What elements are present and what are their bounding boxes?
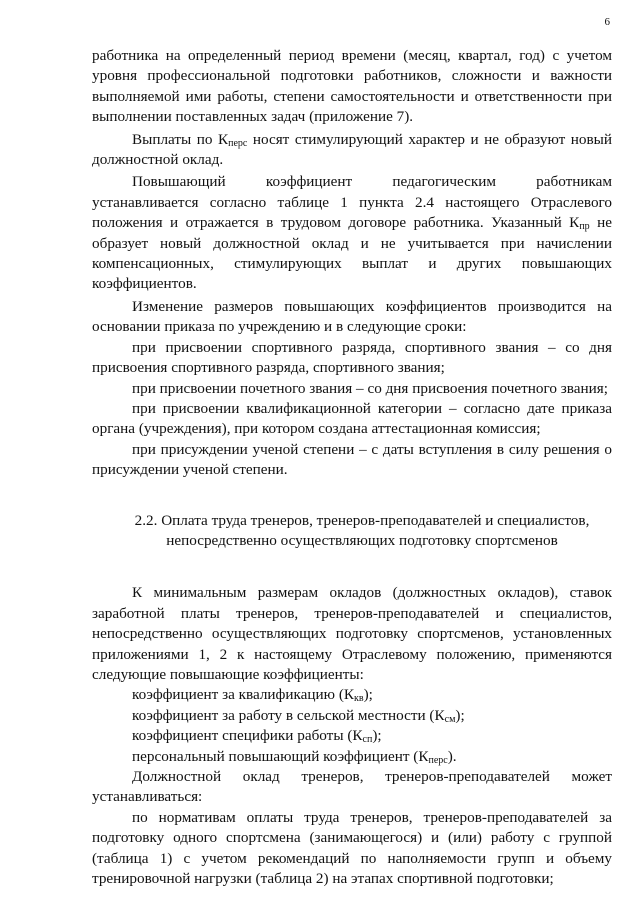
text-fragment: ); <box>455 706 465 724</box>
list-item: при присвоении спортивного разряда, спортивного звания – со дня присвоения спортивного разряда, спортивного звания; <box>92 338 612 377</box>
paragraph <box>92 172 612 294</box>
list-item: при присуждении ученой степени – с даты вступления в силу решения о присуждении ученой степени. <box>92 440 612 479</box>
subscript: сп <box>362 734 373 746</box>
subscript: перс <box>228 137 248 149</box>
text-fragment: коэффициент специфики работы (К <box>132 727 363 745</box>
subscript: кв <box>354 693 364 705</box>
text-fragment: ). <box>447 747 457 765</box>
page-number: 6 <box>604 16 610 28</box>
list-item <box>92 726 612 746</box>
subscript: перс <box>428 754 448 766</box>
paragraph: работника на определенный период времени (месяц, квартал, год) с учетом уровня профессиональной подготовки работников, сложности и важности выполняемой ими работы, степени самостоятельности и ответственности при выполнении поставленных задач (приложение 7). <box>92 47 612 126</box>
paragraph <box>92 130 612 171</box>
subscript: см <box>444 713 456 725</box>
section-heading-line: 2.2. Оплата труда тренеров, тренеров-преподавателей и специалистов, <box>134 511 590 529</box>
text-fragment: Повышающий коэффициент педагогическим работникам устанавливается согласно таблице 1 пункта 2.4 настоящего Отраслевого положения и отражается в трудовом договоре работника. Указанный К <box>92 173 612 232</box>
text-fragment: коэффициент за работу в сельской местности (К <box>132 706 445 724</box>
list-item <box>92 747 612 767</box>
list-item <box>92 685 612 705</box>
list-item <box>92 706 612 726</box>
paragraph: Должностной оклад тренеров, тренеров-преподавателей может устанавливаться: <box>92 768 612 806</box>
text-fragment: Выплаты по К <box>132 130 229 148</box>
text-fragment: ); <box>372 727 382 745</box>
paragraph: Изменение размеров повышающих коэффициентов производится на основании приказа по учреждению и в следующие сроки: <box>92 297 612 336</box>
text-fragment: коэффициент за квалификацию (К <box>132 686 355 704</box>
paragraph: по нормативам оплаты труда тренеров, тренеров-преподавателей за подготовку одного спортсмена (занимающегося) и (или) работу с группой (таблица 1) с учетом рекомендаций по наполняемости групп и объему тренировочной нагрузки (таблица 2) на этапах спортивной подготовки; <box>92 808 612 888</box>
section-heading <box>92 511 612 552</box>
text-fragment: носят стимулирующий характер и не образуют новый должностной оклад. <box>92 130 612 169</box>
paragraph: К минимальным размерам окладов (должностных окладов), ставок заработной платы тренеров, тренеров-преподавателей и специалистов, непосредственно осуществляющих подготовку спортсменов, установленных приложениями 1, 2 к настоящему Отраслевому положению, применяются следующие повышающие коэффициенты: <box>92 584 612 683</box>
document-body <box>92 46 612 889</box>
text-fragment: ); <box>363 686 373 704</box>
text-fragment: не образует новый должностной оклад и не учитывается при начислении компенсационных, стимулирующих выплат и других повышающих коэффициентов. <box>92 214 612 293</box>
section-heading-line: непосредственно осуществляющих подготовку спортсменов <box>166 531 558 549</box>
list-item: при присвоении квалификационной категории – согласно дате приказа органа (учреждения), при котором создана аттестационная комиссия; <box>92 399 612 438</box>
list-item: при присвоении почетного звания – со дня присвоения почетного звания; <box>132 379 608 397</box>
subscript: пр <box>579 221 590 233</box>
text-fragment: персональный повышающий коэффициент (К <box>132 747 429 765</box>
